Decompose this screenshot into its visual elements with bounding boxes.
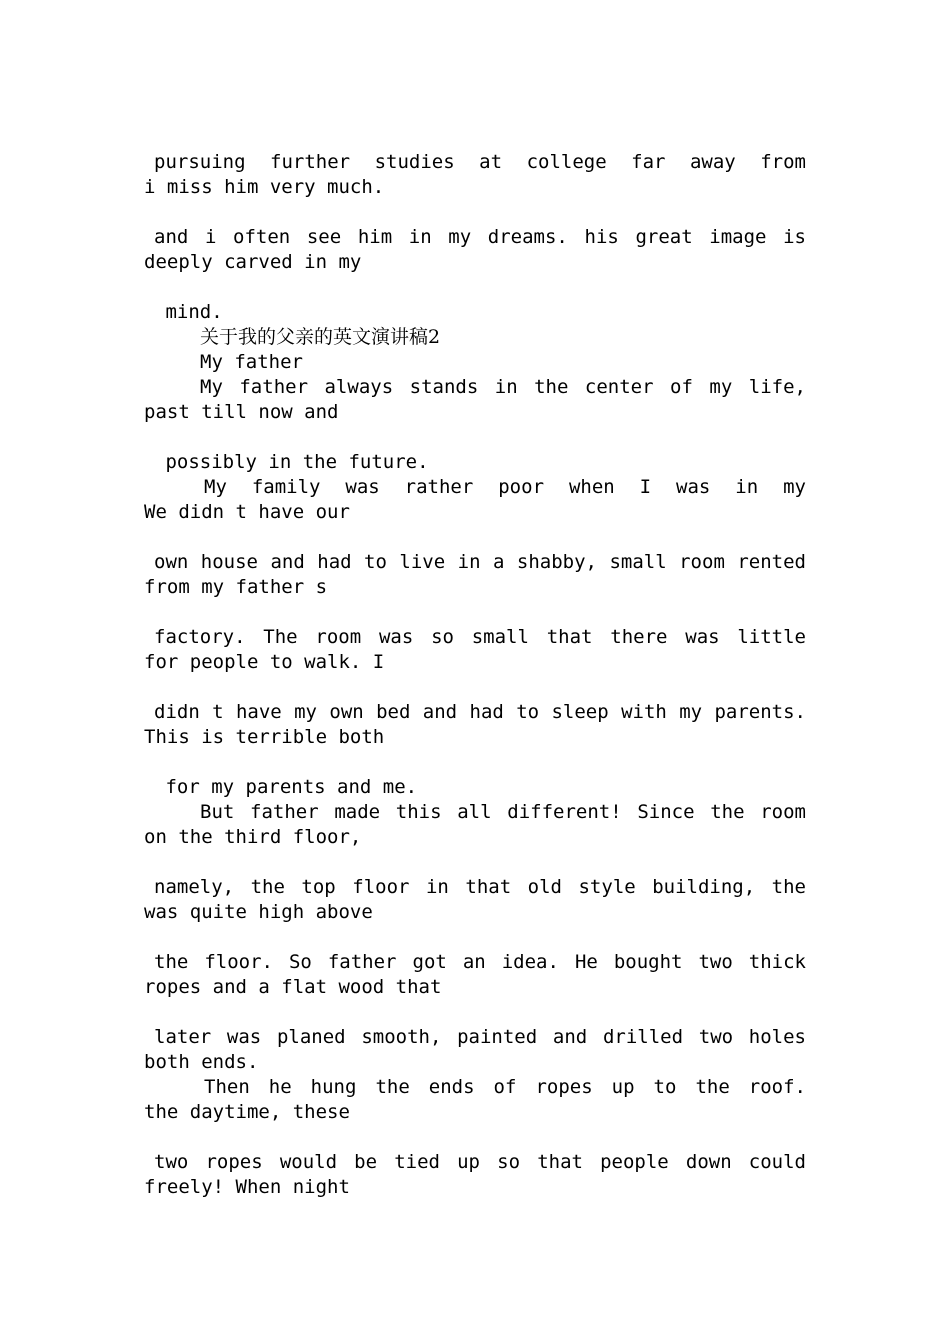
text-line: We didn t have our [144, 501, 350, 523]
blank-line [144, 525, 806, 550]
text-line: My family was rather poor when I was in my [204, 476, 806, 498]
text-line: My father always stands in the center of my life, [200, 376, 806, 398]
text-line: and i often see him in my dreams. his great image is [154, 226, 806, 248]
text-line: My father [200, 351, 303, 373]
text-line: deeply carved in my [144, 251, 362, 273]
section-heading: 关于我的父亲的英文演讲稿2 [200, 326, 441, 348]
text-line: Then he hung the ends of ropes up to the roof. [204, 1076, 806, 1098]
text-line: factory. The room was so small that there was little [154, 626, 806, 648]
text-line: was quite high above [144, 901, 373, 923]
text-line: two ropes would be tied up so that people down could [154, 1151, 806, 1173]
blank-line [144, 850, 806, 875]
blank-line [144, 675, 806, 700]
blank-line [144, 200, 806, 225]
text-line: pursuing further studies at college far away from [154, 151, 806, 173]
text-line: for my parents and me. [154, 776, 418, 798]
blank-line [144, 275, 806, 300]
blank-line [144, 600, 806, 625]
text-line: on the third floor, [144, 826, 362, 848]
blank-line [144, 1125, 806, 1150]
text-line: the floor. So father got an idea. He bought two thick [154, 951, 806, 973]
document-body [144, 150, 806, 1200]
text-line: But father made this all different! Since the room [200, 801, 806, 823]
text-line: didn t have my own bed and had to sleep with my parents. [154, 701, 806, 723]
text-line: This is terrible both [144, 726, 385, 748]
text-line: later was planed smooth, painted and drilled two holes [154, 1026, 806, 1048]
blank-line [144, 750, 806, 775]
blank-line [144, 1000, 806, 1025]
blank-line [144, 425, 806, 450]
text-line: the daytime, these [144, 1101, 350, 1123]
text-line: for people to walk. I [144, 651, 385, 673]
text-line: past till now and [144, 401, 339, 423]
text-line: own house and had to live in a shabby, small room rented [154, 551, 806, 573]
text-line: from my father s [144, 576, 328, 598]
text-line: mind. [154, 301, 223, 323]
text-line: namely, the top floor in that old style building, the [154, 876, 806, 898]
text-line: possibly in the future. [154, 451, 429, 473]
text-line: both ends. [144, 1051, 259, 1073]
blank-line [144, 925, 806, 950]
text-line: freely! When night [144, 1176, 350, 1198]
text-line: ropes and a flat wood that [144, 976, 442, 998]
text-line: i miss him very much. [144, 176, 385, 198]
